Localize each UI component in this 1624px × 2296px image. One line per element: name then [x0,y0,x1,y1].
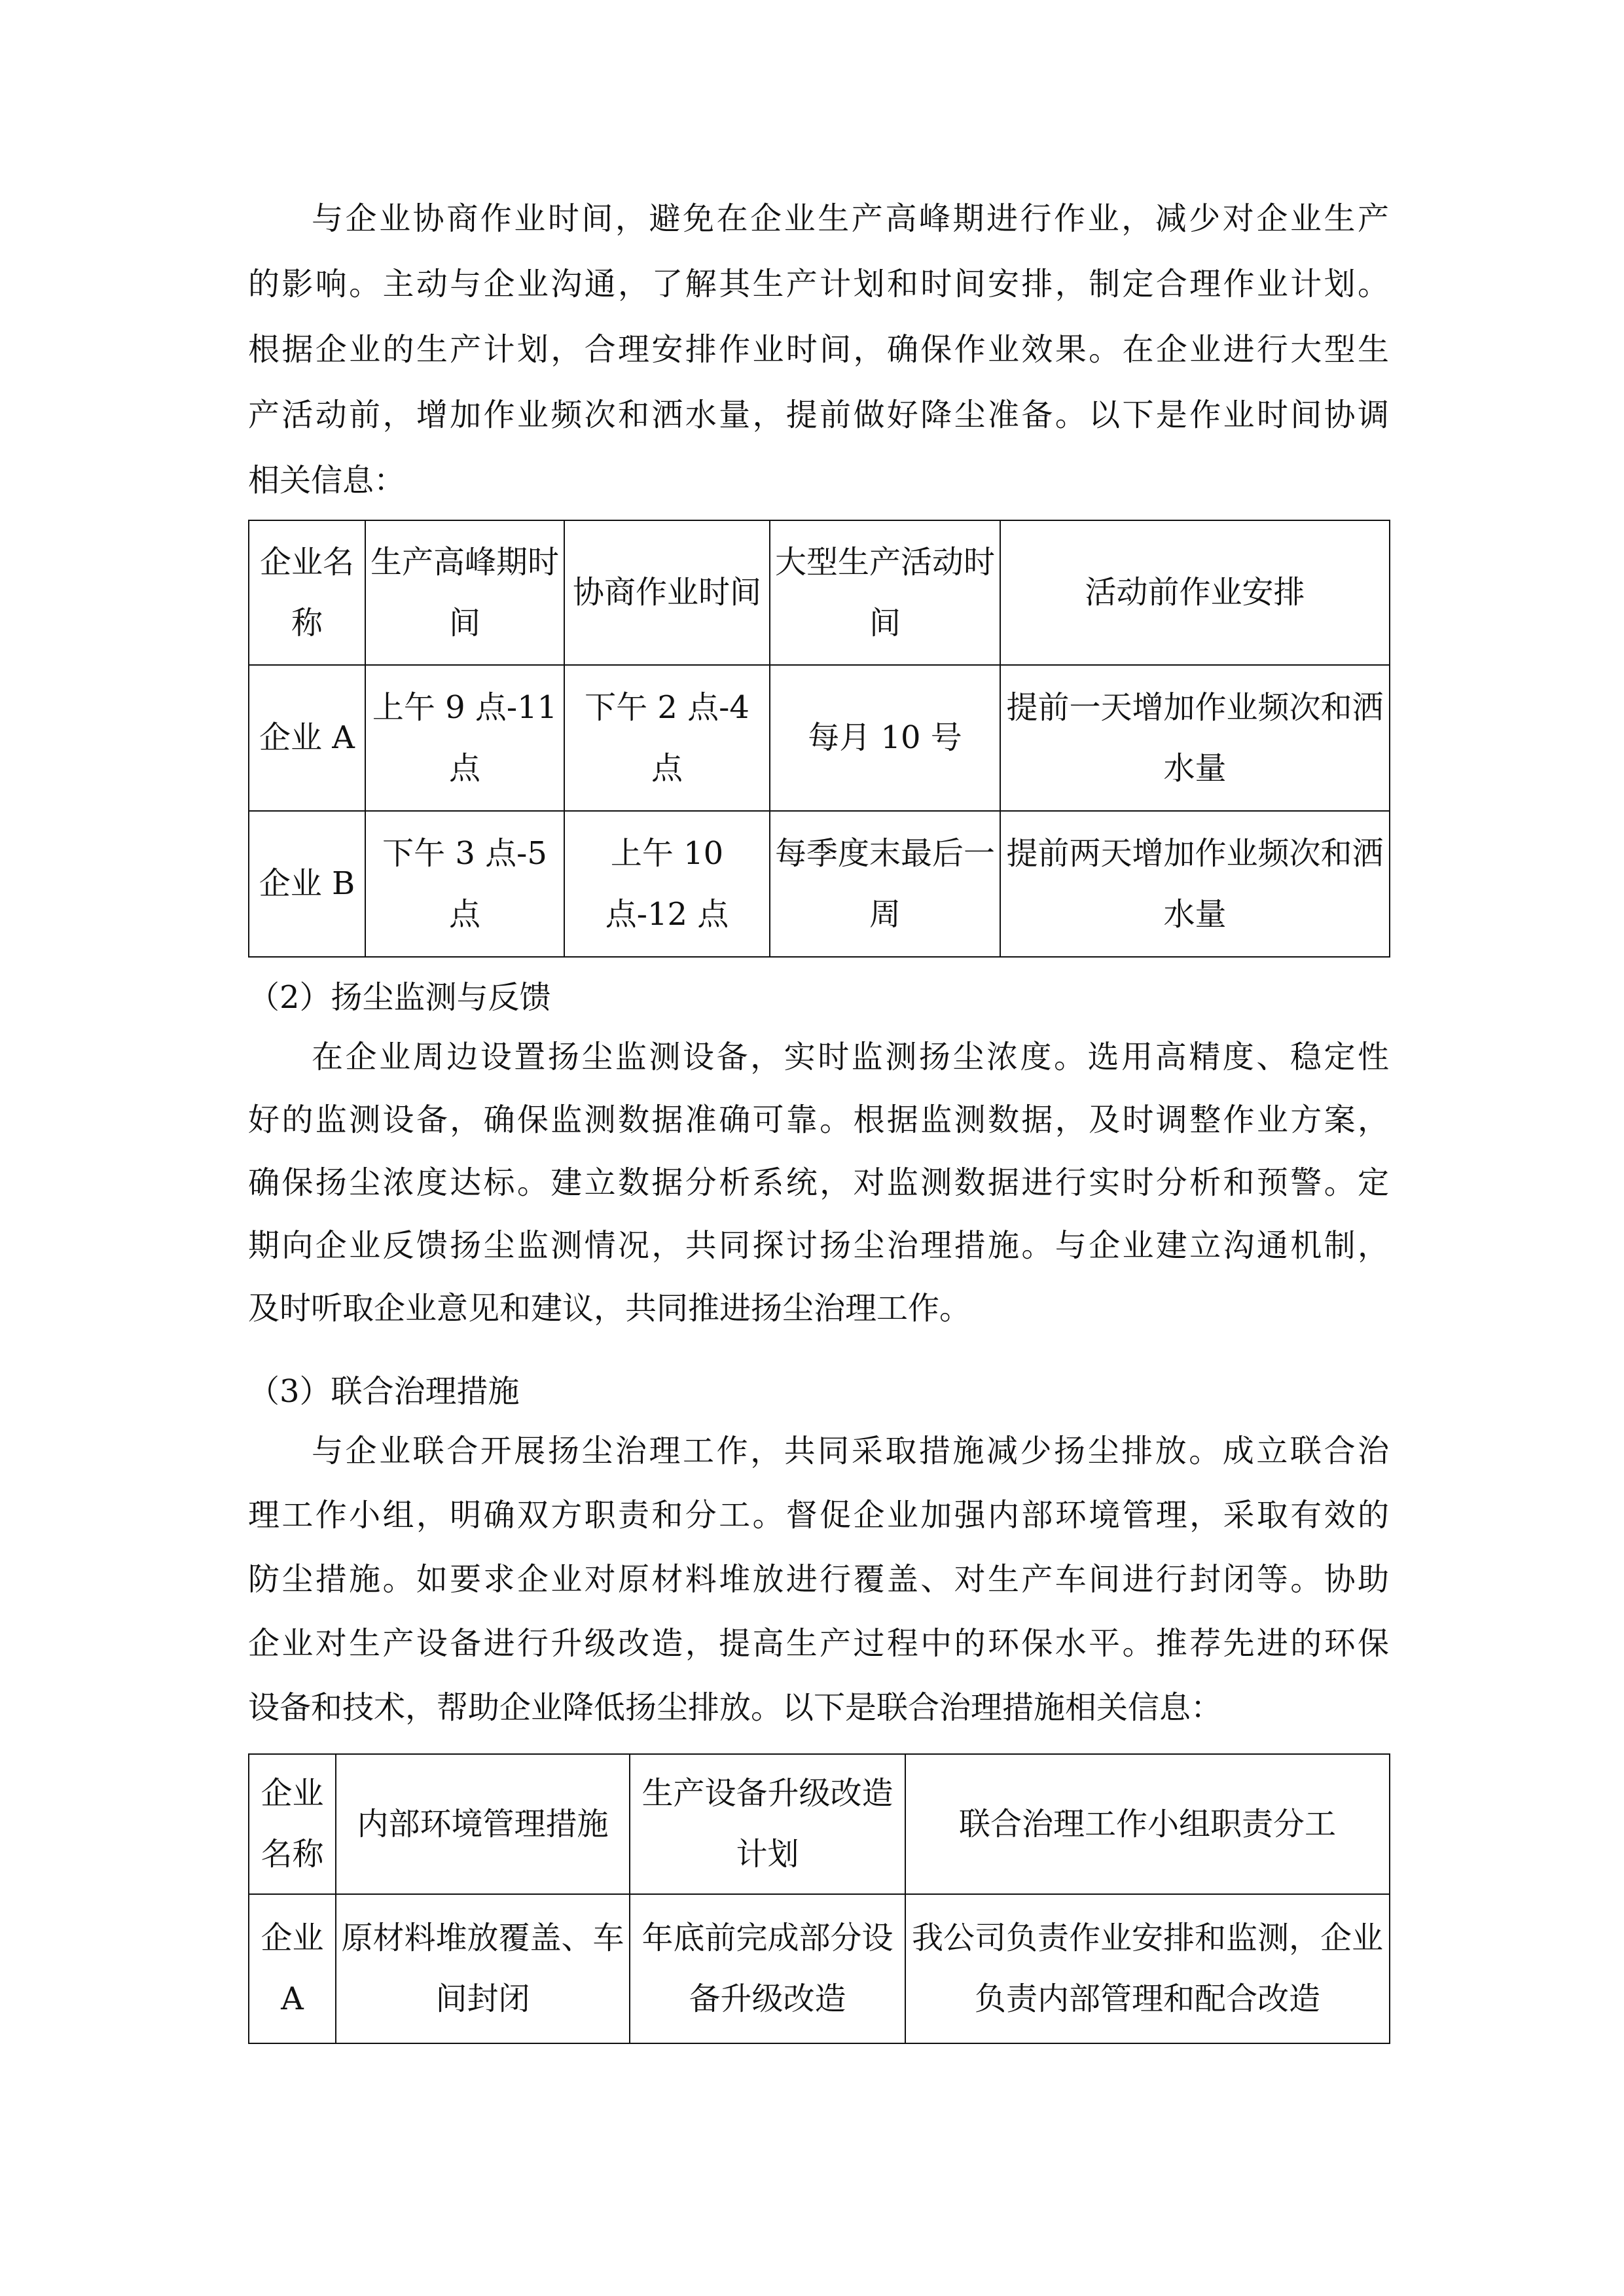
table-cell: 企业 B [249,811,365,957]
table-cell: 企业 A [249,1894,336,2043]
section-heading-monitoring: （2）扬尘监测与反馈 [248,979,551,1016]
paragraph-monitoring [248,1026,1389,1340]
header-cell: 生产高峰期时间 [365,520,564,665]
header-cell: 大型生产活动时间 [770,520,1000,665]
schedule-table [248,520,1390,958]
table-cell: 原材料堆放覆盖、车间封闭 [336,1894,630,2043]
text-line: 理工作小组，明确双方职责和分工。督促企业加强内部环境管理，采取有效的 [248,1497,1389,1534]
paragraph-scheduling [248,186,1389,513]
header-cell: 企业名称 [249,1754,336,1894]
table-header-row [249,520,1390,665]
table-cell: 提前一天增加作业频次和洒水量 [1000,665,1390,811]
text-line: 防尘措施。如要求企业对原材料堆放进行覆盖、对生产车间进行封闭等。协助 [248,1561,1389,1598]
table-cell: 提前两天增加作业频次和洒水量 [1000,811,1390,957]
joint-measures-table [248,1753,1390,2044]
text-line: 企业对生产设备进行升级改造，提高生产过程中的环保水平。推荐先进的环保 [248,1625,1389,1662]
header-cell: 企业名称 [249,520,365,665]
header-cell: 联合治理工作小组职责分工 [905,1754,1390,1894]
text-line: 的影响。主动与企业沟通，了解其生产计划和时间安排，制定合理作业计划。 [248,266,1389,302]
text-line: 根据企业的生产计划，合理安排作业时间，确保作业效果。在企业进行大型生 [248,331,1389,368]
table-row [249,665,1390,811]
header-cell: 内部环境管理措施 [336,1754,630,1894]
text-line: 相关信息： [248,462,406,499]
table-cell: 上午 9 点-11 点 [365,665,564,811]
text-line: 及时听取企业意见和建议，共同推进扬尘治理工作。 [248,1290,971,1327]
text-line: 设备和技术，帮助企业降低扬尘排放。以下是联合治理措施相关信息： [248,1689,1223,1726]
text-line: 产活动前，增加作业频次和洒水量，提前做好降尘准备。以下是作业时间协调 [248,397,1389,433]
header-cell: 活动前作业安排 [1000,520,1390,665]
text-line: 期向企业反馈扬尘监测情况，共同探讨扬尘治理措施。与企业建立沟通机制， [248,1227,1389,1264]
section-heading-joint-governance: （3）联合治理措施 [248,1373,520,1410]
text-line: 与企业联合开展扬尘治理工作，共同采取措施减少扬尘排放。成立联合治 [312,1433,1389,1469]
table-cell: 每季度末最后一周 [770,811,1000,957]
table-cell: 企业 A [249,665,365,811]
table-row [249,1894,1390,2043]
table-cell: 每月 10 号 [770,665,1000,811]
table-cell: 下午 3 点-5 点 [365,811,564,957]
table-cell: 我公司负责作业安排和监测，企业负责内部管理和配合改造 [905,1894,1390,2043]
table-header-row [249,1754,1390,1894]
table-cell: 年底前完成部分设备升级改造 [630,1894,905,2043]
table-cell: 下午 2 点-4 点 [564,665,770,811]
header-cell: 协商作业时间 [564,520,770,665]
text-line: 好的监测设备，确保监测数据准确可靠。根据监测数据，及时调整作业方案， [248,1102,1389,1138]
text-line: 确保扬尘浓度达标。建立数据分析系统，对监测数据进行实时分析和预警。定 [248,1164,1389,1201]
table-row [249,811,1390,957]
paragraph-joint-governance [248,1419,1389,1740]
text-line: 在企业周边设置扬尘监测设备，实时监测扬尘浓度。选用高精度、稳定性 [312,1039,1389,1075]
text-line: 与企业协商作业时间，避免在企业生产高峰期进行作业，减少对企业生产 [312,200,1389,237]
header-cell: 生产设备升级改造计划 [630,1754,905,1894]
table-cell: 上午 10 点-12 点 [564,811,770,957]
